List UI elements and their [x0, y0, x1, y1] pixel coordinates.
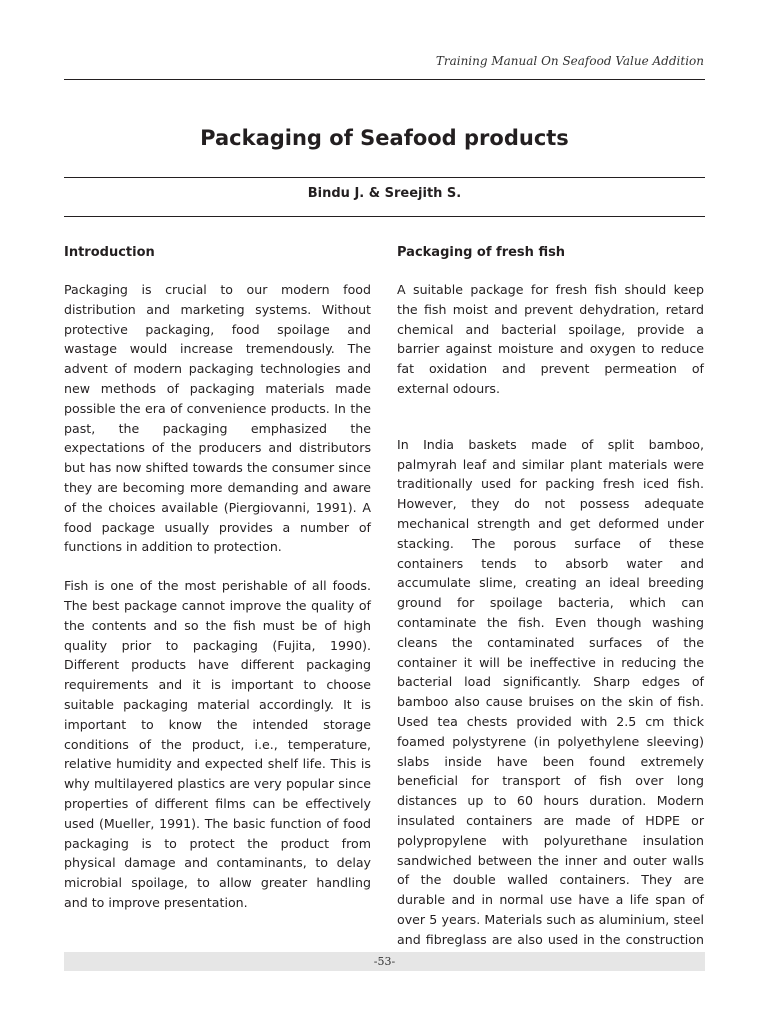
header-rule — [64, 79, 705, 80]
paragraph: Fish is one of the most perishable of all foods. The best package cannot improve the quality of the contents and so the fish must be of high quality prior to packaging (Fujita, 1990). Different products have different packaging requirements and it is important to choose suitable packaging material accordingly. It is important to know the intended storage conditions of the product, i.e., temperature, relative humidity and expected shelf life. This is why multilayered plastics are very popular since properties of different films can be effectively used (Mueller, 1991). The basic function of food packaging is to protect the product from physical damage and contaminants, to delay microbial spoilage, to allow greater handling and to improve presentation. — [64, 578, 371, 910]
article-authors: Bindu J. & Sreejith S. — [307, 186, 462, 201]
paragraph: Packaging is crucial to our modern food distribution and marketing systems. Without protective packaging, food spoilage and wastage would increase tremendously. The advent of modern packaging technologies and new methods of packaging materials made possible the era of convenience products. In the past, the packaging emphasized the expectations of the producers and distributors but has now shifted towards the consumer since they are becoming more demanding and aware of the choices available (Piergiovanni, 1991). A food package usually provides a number of functions in addition to protection. — [64, 282, 371, 555]
running-header-title: Training Manual On Seafood Value Addition — [435, 54, 704, 68]
left-column — [64, 244, 371, 932]
paragraph: A suitable package for fresh fish should keep the fish moist and prevent dehydration, retard chemical and bacterial spoilage, provide a barrier against moisture and oxygen to reduce fat oxidation and prevent permeation of external odours. — [397, 282, 704, 396]
authors-rule — [64, 216, 705, 217]
section-heading-introduction: Introduction — [64, 245, 155, 260]
page-number: -53- — [64, 952, 705, 971]
paragraph: In India baskets made of split bamboo, palmyrah leaf and similar plant materials were traditionally used for packing fresh iced fish. However, they do not possess adequate mechanical strength and get deformed under stacking. The porous surface of these containers tends to absorb water and accumulate slime, creating an ideal breeding ground for spoilage bacteria, which can contaminate the fish. Even though washing cleans the contaminated surfaces of the container it will be ineffective in reducing the bacterial load significantly. Sharp edges of bamboo also cause bruises on the skin of fish. Used tea chests provided with 2.5 cm thick foamed polystyrene (in polyethylene sleeving) slabs inside have been found extremely beneficial for transport of fish over long distances up to 60 hours duration. Modern insulated containers are made of HDPE or polypropylene with polyurethane insulation sandwiched between the inner and outer walls of the double walled containers. They are durable and in normal use have a life span of over 5 years. Materials such as aluminium, steel and fibreglass are also used in the construction — [397, 436, 704, 947]
article-title: Packaging of Seafood products — [200, 126, 569, 150]
title-rule — [64, 177, 705, 178]
right-column — [397, 244, 704, 988]
section-heading-fresh-fish: Packaging of fresh fish — [397, 245, 566, 260]
